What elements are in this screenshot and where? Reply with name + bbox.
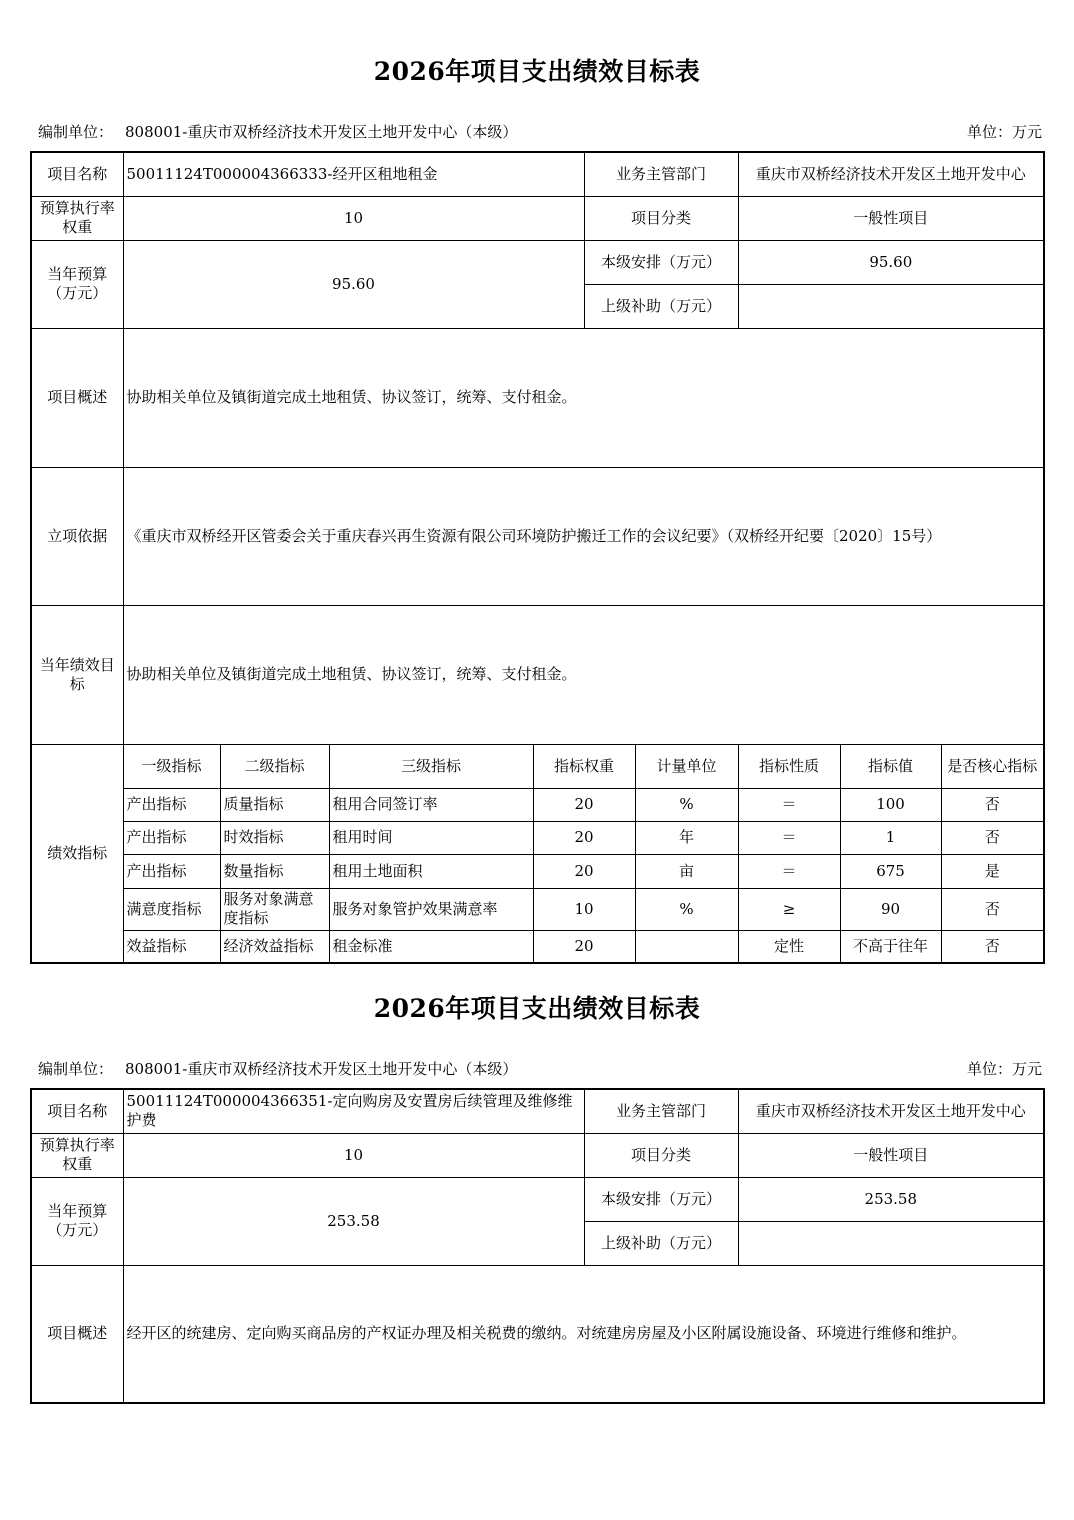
indicator-cell: 租用时间: [329, 821, 533, 854]
sheet1-form-table: [30, 151, 1045, 964]
indicator-header: 计量单位: [635, 744, 738, 788]
indicator-header: 三级指标: [329, 744, 533, 788]
indicator-cell: 经济效益指标: [220, 930, 329, 963]
sheet1-meta-row: [38, 121, 1042, 142]
exec-weight-value: 10: [123, 1133, 584, 1177]
indicator-cell: 是: [941, 854, 1044, 888]
goal-label: 当年绩效目标: [31, 605, 123, 744]
indicator-cell: 服务对象满意度指标: [220, 888, 329, 930]
basis-label: 立项依据: [31, 467, 123, 605]
category-value: 一般性项目: [738, 1133, 1044, 1177]
indicator-cell: %: [635, 888, 738, 930]
local-label: 本级安排（万元）: [584, 1177, 738, 1221]
basis-value: 《重庆市双桥经开区管委会关于重庆春兴再生资源有限公司环境防护搬迁工作的会议纪要》（双桥经开纪要〔2020〕15号）: [123, 467, 1044, 605]
category-value: 一般性项目: [738, 196, 1044, 240]
unit-label: 单位：万元: [966, 123, 1042, 141]
indicator-cell: 服务对象管护效果满意率: [329, 888, 533, 930]
indicator-cell: [635, 930, 738, 963]
org-value: 808001-重庆市双桥经济技术开发区土地开发中心（本级）: [125, 1060, 518, 1078]
indicator-cell: 产出指标: [123, 854, 220, 888]
indicator-header: 是否核心指标: [941, 744, 1044, 788]
indicators-label: 绩效指标: [31, 744, 123, 963]
overview-value: 经开区的统建房、定向购买商品房的产权证办理及相关税费的缴纳。对统建房房屋及小区附属设施设备、环境进行维修和维护。: [123, 1265, 1044, 1403]
overview-value: 协助相关单位及镇街道完成土地租赁、协议签订，统筹、支付租金。: [123, 328, 1044, 467]
indicator-header: 指标性质: [738, 744, 840, 788]
indicator-cell: 数量指标: [220, 854, 329, 888]
indicator-cell: 时效指标: [220, 821, 329, 854]
sheet1-title: 2026年项目支出绩效目标表: [373, 57, 701, 86]
indicator-cell: 效益指标: [123, 930, 220, 963]
indicator-cell: ≥: [738, 888, 840, 930]
indicator-cell: 20: [533, 788, 635, 821]
exec-weight-label: 预算执行率权重: [31, 196, 123, 240]
indicator-cell: ＝: [738, 788, 840, 821]
dept-label: 业务主管部门: [584, 1089, 738, 1133]
local-value: 95.60: [738, 240, 1044, 284]
indicator-cell: 否: [941, 788, 1044, 821]
project-name-label: 项目名称: [31, 1089, 123, 1133]
indicator-cell: 10: [533, 888, 635, 930]
indicator-cell: 租用土地面积: [329, 854, 533, 888]
indicator-cell: 租金标准: [329, 930, 533, 963]
indicator-header: 二级指标: [220, 744, 329, 788]
indicator-cell: 否: [941, 888, 1044, 930]
overview-label: 项目概述: [31, 1265, 123, 1403]
subsidy-value: [738, 1221, 1044, 1265]
sheet2-title: 2026年项目支出绩效目标表: [373, 994, 701, 1023]
indicator-cell: 产出指标: [123, 821, 220, 854]
dept-label: 业务主管部门: [584, 152, 738, 196]
budget-label: 当年预算（万元）: [31, 1177, 123, 1265]
project-name-label: 项目名称: [31, 152, 123, 196]
indicator-cell: %: [635, 788, 738, 821]
budget-label: 当年预算（万元）: [31, 240, 123, 328]
table-row: [31, 888, 1044, 930]
category-label: 项目分类: [584, 1133, 738, 1177]
sheet2-meta-row: [38, 1058, 1042, 1079]
goal-value: 协助相关单位及镇街道完成土地租赁、协议签订，统筹、支付租金。: [123, 605, 1044, 744]
indicator-cell: 20: [533, 930, 635, 963]
subsidy-value: [738, 284, 1044, 328]
dept-value: 重庆市双桥经济技术开发区土地开发中心: [738, 1089, 1044, 1133]
indicator-cell: 亩: [635, 854, 738, 888]
org-value: 808001-重庆市双桥经济技术开发区土地开发中心（本级）: [125, 123, 518, 141]
org-info: [38, 1058, 517, 1079]
indicator-header: 指标权重: [533, 744, 635, 788]
indicator-cell: 20: [533, 854, 635, 888]
indicator-cell: 满意度指标: [123, 888, 220, 930]
exec-weight-label: 预算执行率权重: [31, 1133, 123, 1177]
indicator-cell: 1: [840, 821, 941, 854]
unit-label: 单位：万元: [966, 1060, 1042, 1078]
indicator-header: 指标值: [840, 744, 941, 788]
indicator-cell: 定性: [738, 930, 840, 963]
org-label: 编制单位：: [38, 123, 114, 141]
indicator-cell: 否: [941, 930, 1044, 963]
project-name-value: 50011124T000004366351-定向购房及安置房后续管理及维修维护费: [123, 1089, 584, 1133]
subsidy-label: 上级补助（万元）: [584, 284, 738, 328]
table-row: [31, 788, 1044, 821]
category-label: 项目分类: [584, 196, 738, 240]
indicator-cell: 年: [635, 821, 738, 854]
indicator-cell: 质量指标: [220, 788, 329, 821]
local-label: 本级安排（万元）: [584, 240, 738, 284]
indicator-cell: 产出指标: [123, 788, 220, 821]
project-name-value: 50011124T000004366333-经开区租地租金: [123, 152, 584, 196]
indicator-cell: ＝: [738, 854, 840, 888]
indicator-cell: 不高于往年: [840, 930, 941, 963]
indicator-header: 一级指标: [123, 744, 220, 788]
exec-weight-value: 10: [123, 196, 584, 240]
indicator-cell: 675: [840, 854, 941, 888]
subsidy-label: 上级补助（万元）: [584, 1221, 738, 1265]
local-value: 253.58: [738, 1177, 1044, 1221]
dept-value: 重庆市双桥经济技术开发区土地开发中心: [738, 152, 1044, 196]
indicator-cell: 租用合同签订率: [329, 788, 533, 821]
table-row: [31, 821, 1044, 854]
indicator-cell: 90: [840, 888, 941, 930]
indicator-cell: 否: [941, 821, 1044, 854]
budget-value: 253.58: [123, 1177, 584, 1265]
sheet2-form-table: [30, 1088, 1045, 1404]
table-row: [31, 854, 1044, 888]
indicator-cell: 100: [840, 788, 941, 821]
indicator-cell: 20: [533, 821, 635, 854]
budget-value: 95.60: [123, 240, 584, 328]
overview-label: 项目概述: [31, 328, 123, 467]
org-info: [38, 121, 517, 142]
org-label: 编制单位：: [38, 1060, 114, 1078]
table-row: [31, 930, 1044, 963]
indicator-cell: ＝: [738, 821, 840, 854]
